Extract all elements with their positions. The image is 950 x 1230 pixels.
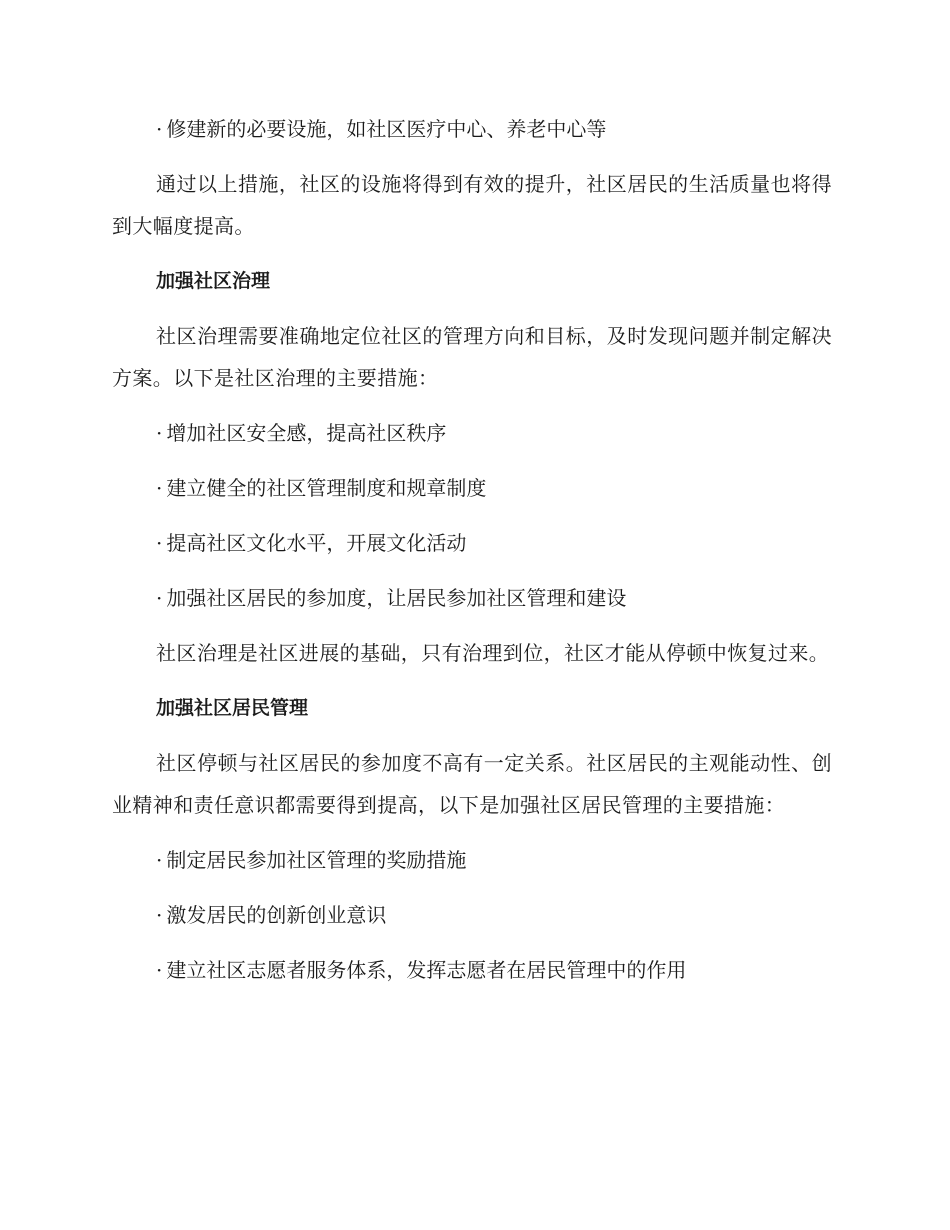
bullet-item: [112, 522, 832, 564]
bullet-text: 修建新的必要设施，如社区医疗中心、养老中心等: [166, 117, 607, 141]
bullet-item: [112, 467, 832, 509]
bullet-dot: ·: [156, 848, 163, 872]
bullet-item: [112, 839, 832, 881]
section-heading: 加强社区治理: [156, 270, 271, 292]
bullet-dot: ·: [156, 958, 163, 982]
bullet-item: [112, 108, 832, 150]
paragraph: 社区治理需要准确地定位社区的管理方向和目标，及时发现问题并制定解决方案。以下是社区治理的主要措施：: [112, 324, 832, 390]
bullet-text: 建立社区志愿者服务体系，发挥志愿者在居民管理中的作用: [166, 958, 687, 982]
bullet-dot: ·: [156, 117, 163, 141]
paragraph: 通过以上措施，社区的设施将得到有效的提升，社区居民的生活质量也将得到大幅度提高。: [112, 172, 832, 238]
bullet-dot: ·: [156, 476, 163, 500]
bullet-text: 建立健全的社区管理制度和规章制度: [166, 476, 487, 500]
bullet-item: [112, 894, 832, 936]
bullet-item: [112, 577, 832, 619]
bullet-dot: ·: [156, 421, 163, 445]
section-heading: 加强社区居民管理: [156, 697, 309, 719]
bullet-dot: ·: [156, 903, 163, 927]
bullet-text: 制定居民参加社区管理的奖励措施: [166, 848, 467, 872]
bullet-item: [112, 412, 832, 454]
paragraph: 社区停顿与社区居民的参加度不高有一定关系。社区居民的主观能动性、创业精神和责任意识都需要得到提高，以下是加强社区居民管理的主要措施：: [112, 751, 832, 817]
bullet-dot: ·: [156, 586, 163, 610]
paragraph: 社区治理是社区进展的基础，只有治理到位，社区才能从停顿中恢复过来。: [156, 641, 830, 665]
bullet-text: 激发居民的创新创业意识: [166, 903, 387, 927]
bullet-item: [112, 949, 832, 991]
bullet-text: 增加社区安全感，提高社区秩序: [166, 421, 447, 445]
bullet-text: 加强社区居民的参加度，让居民参加社区管理和建设: [166, 586, 627, 610]
bullet-text: 提高社区文化水平，开展文化活动: [166, 531, 467, 555]
bullet-dot: ·: [156, 531, 163, 555]
document-page: [112, 108, 832, 1004]
